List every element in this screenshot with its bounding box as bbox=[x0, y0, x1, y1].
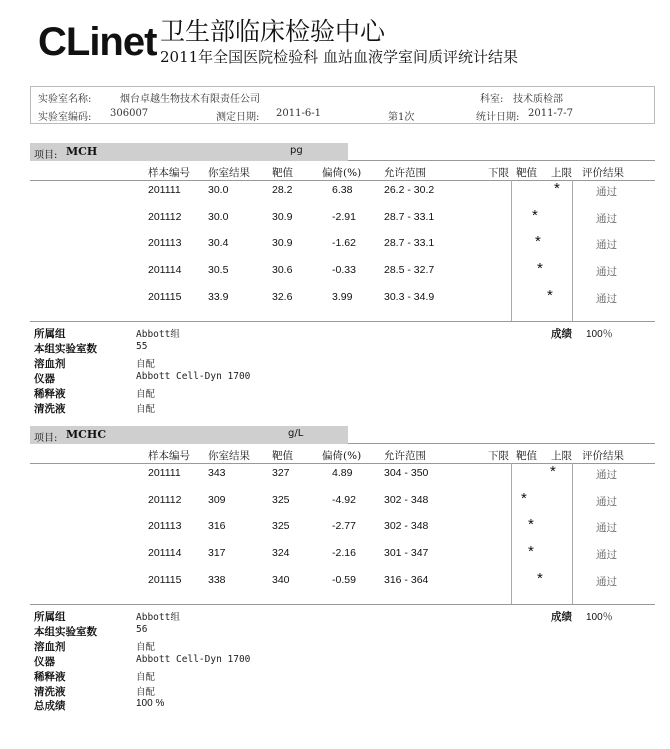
lab-result: 30.0 bbox=[208, 210, 229, 223]
bias-percent: -2.91 bbox=[332, 210, 356, 223]
bias-percent: -0.59 bbox=[332, 573, 356, 586]
target-value: 32.6 bbox=[272, 290, 293, 303]
bias-percent: -0.33 bbox=[332, 264, 356, 277]
lab-result: 343 bbox=[208, 467, 226, 479]
allowed-range: 302 - 348 bbox=[384, 493, 429, 506]
round: 第1次 bbox=[388, 112, 415, 123]
dept: 技术质检部 bbox=[513, 94, 563, 105]
item-unit: pg bbox=[290, 145, 303, 156]
upper-limit-line bbox=[572, 180, 573, 322]
col-eval: 评价结果 bbox=[582, 450, 624, 462]
footer-value: 自配 bbox=[136, 672, 156, 683]
lab-result: 30.0 bbox=[208, 184, 229, 196]
footer-label: 清洗液 bbox=[34, 403, 66, 415]
sample-id: 201114 bbox=[148, 547, 182, 560]
bias-percent: -4.92 bbox=[332, 493, 356, 506]
footer-value: 56 bbox=[136, 624, 148, 635]
lab-result: 33.9 bbox=[208, 290, 229, 303]
section-header-line bbox=[348, 443, 655, 444]
lab-result: 316 bbox=[208, 520, 226, 533]
footer-value: 自配 bbox=[136, 642, 156, 653]
item-name: MCHC bbox=[66, 428, 107, 441]
footer-label: 稀释液 bbox=[34, 388, 66, 400]
header-underline bbox=[30, 180, 655, 181]
footer-value: 55 bbox=[136, 341, 148, 352]
col-target-mark: 靶值 bbox=[516, 167, 537, 179]
eval-result: 通过 bbox=[596, 522, 617, 535]
lab-name: 烟台卓越生物技术有限责任公司 bbox=[120, 94, 260, 105]
col-result: 你室结果 bbox=[208, 167, 250, 179]
eval-result: 通过 bbox=[596, 549, 617, 562]
bias-percent: -1.62 bbox=[332, 237, 356, 250]
item-label: 项目: bbox=[34, 150, 58, 161]
section-header-line bbox=[348, 160, 655, 161]
eval-result: 通过 bbox=[596, 292, 617, 305]
eval-result: 通过 bbox=[596, 469, 617, 481]
col-lower: 下限 bbox=[488, 450, 509, 462]
allowed-range: 26.2 - 30.2 bbox=[384, 184, 435, 196]
target-value: 30.6 bbox=[272, 264, 293, 277]
col-range: 允许范围 bbox=[384, 167, 426, 179]
clinet-logo: CLinet bbox=[38, 20, 157, 64]
target-value: 325 bbox=[272, 520, 290, 533]
bias-percent: -2.77 bbox=[332, 520, 356, 533]
col-bias: 偏倚(%) bbox=[322, 450, 362, 462]
page-subtitle: 2011年全国医院检验科 血站血液学室间质评统计结果 bbox=[160, 48, 518, 66]
position-star-icon: * bbox=[547, 286, 553, 304]
score-label: 成绩 bbox=[551, 328, 572, 340]
position-star-icon: * bbox=[528, 543, 534, 561]
sample-id: 201111 bbox=[148, 184, 181, 196]
bias-percent: -2.16 bbox=[332, 547, 356, 560]
position-star-icon: * bbox=[532, 206, 538, 224]
lower-limit-line bbox=[511, 180, 512, 322]
position-star-icon: * bbox=[535, 233, 541, 251]
upper-limit-line bbox=[572, 463, 573, 605]
lower-limit-line bbox=[511, 463, 512, 605]
col-sample: 样本编号 bbox=[148, 450, 190, 462]
position-star-icon: * bbox=[537, 260, 543, 278]
score-value: 100％ bbox=[586, 612, 613, 623]
footer-label: 所属组 bbox=[34, 328, 66, 340]
bias-percent: 4.89 bbox=[332, 467, 353, 479]
allowed-range: 302 - 348 bbox=[384, 520, 429, 533]
footer-label: 稀释液 bbox=[34, 671, 66, 683]
col-sample: 样本编号 bbox=[148, 167, 190, 179]
col-bias: 偏倚(%) bbox=[322, 167, 362, 179]
sample-id: 201113 bbox=[148, 520, 182, 533]
footer-value: 自配 bbox=[136, 404, 156, 415]
footer-value: Abbott组 bbox=[136, 612, 180, 623]
stat-date-label: 统计日期: bbox=[476, 112, 520, 123]
footer-label: 本组实验室数 bbox=[34, 343, 97, 355]
lab-code: 306007 bbox=[110, 108, 149, 119]
item-label: 项目: bbox=[34, 433, 58, 444]
total-score: 100 % bbox=[136, 698, 165, 709]
stat-date: 2011-7-7 bbox=[528, 108, 573, 119]
position-star-icon: * bbox=[521, 489, 527, 507]
allowed-range: 316 - 364 bbox=[384, 573, 429, 586]
test-date: 2011-6-1 bbox=[276, 108, 321, 119]
target-value: 28.2 bbox=[272, 184, 293, 196]
rows-bottom-line bbox=[30, 321, 655, 322]
sample-id: 201115 bbox=[148, 573, 182, 586]
col-eval: 评价结果 bbox=[582, 167, 624, 179]
rows-bottom-line bbox=[30, 604, 655, 605]
footer-value: Abbott组 bbox=[136, 329, 180, 340]
lab-code-label: 实验室编码: bbox=[38, 112, 92, 123]
sample-id: 201112 bbox=[148, 210, 182, 223]
lab-result: 30.5 bbox=[208, 264, 229, 277]
target-value: 324 bbox=[272, 547, 290, 560]
score-value: 100％ bbox=[586, 329, 613, 340]
col-target-mark: 靶值 bbox=[516, 450, 537, 462]
target-value: 30.9 bbox=[272, 237, 293, 250]
lab-result: 317 bbox=[208, 547, 226, 560]
allowed-range: 304 - 350 bbox=[384, 467, 429, 479]
sample-id: 201111 bbox=[148, 467, 181, 479]
position-star-icon: * bbox=[550, 463, 556, 480]
eval-result: 通过 bbox=[596, 575, 617, 588]
col-result: 你室结果 bbox=[208, 450, 250, 462]
eval-result: 通过 bbox=[596, 186, 617, 198]
footer-label: 所属组 bbox=[34, 611, 66, 623]
footer-label: 仪器 bbox=[34, 373, 55, 385]
score-label: 成绩 bbox=[551, 611, 572, 623]
lab-name-label: 实验室名称: bbox=[38, 94, 92, 105]
allowed-range: 301 - 347 bbox=[384, 547, 429, 560]
position-star-icon: * bbox=[537, 569, 543, 587]
footer-label: 溶血剂 bbox=[34, 358, 66, 370]
bias-percent: 3.99 bbox=[332, 290, 353, 303]
header-underline bbox=[30, 463, 655, 464]
eval-result: 通过 bbox=[596, 266, 617, 279]
dept-label: 科室: bbox=[480, 94, 504, 105]
footer-value: Abbott Cell-Dyn 1700 bbox=[136, 654, 251, 665]
footer-label: 仪器 bbox=[34, 656, 55, 668]
page-title: 卫生部临床检验中心 bbox=[160, 17, 386, 46]
col-range: 允许范围 bbox=[384, 450, 426, 462]
target-value: 30.9 bbox=[272, 210, 293, 223]
sample-id: 201114 bbox=[148, 264, 182, 277]
sample-id: 201112 bbox=[148, 493, 182, 506]
footer-label: 溶血剂 bbox=[34, 641, 66, 653]
eval-result: 通过 bbox=[596, 212, 617, 225]
eval-result: 通过 bbox=[596, 495, 617, 508]
footer-label: 本组实验室数 bbox=[34, 626, 97, 638]
footer-value: 自配 bbox=[136, 389, 156, 400]
lab-result: 309 bbox=[208, 493, 226, 506]
footer-value: Abbott Cell-Dyn 1700 bbox=[136, 371, 251, 382]
lab-result: 30.4 bbox=[208, 237, 229, 250]
target-value: 327 bbox=[272, 467, 290, 479]
item-name: MCH bbox=[66, 145, 98, 158]
eval-result: 通过 bbox=[596, 239, 617, 252]
allowed-range: 30.3 - 34.9 bbox=[384, 290, 435, 303]
col-target: 靶值 bbox=[272, 167, 293, 179]
lab-result: 338 bbox=[208, 573, 226, 586]
footer-value: 自配 bbox=[136, 359, 156, 370]
test-date-label: 测定日期: bbox=[216, 112, 260, 123]
sample-id: 201115 bbox=[148, 290, 182, 303]
col-upper: 上限 bbox=[551, 167, 572, 179]
col-lower: 下限 bbox=[488, 167, 509, 179]
total-score-label: 总成绩 bbox=[34, 700, 66, 712]
sample-id: 201113 bbox=[148, 237, 182, 250]
target-value: 340 bbox=[272, 573, 290, 586]
allowed-range: 28.7 - 33.1 bbox=[384, 210, 435, 223]
allowed-range: 28.7 - 33.1 bbox=[384, 237, 435, 250]
allowed-range: 28.5 - 32.7 bbox=[384, 264, 435, 277]
footer-label: 清洗液 bbox=[34, 686, 66, 698]
footer-value: 自配 bbox=[136, 687, 156, 698]
col-upper: 上限 bbox=[551, 450, 572, 462]
item-unit: g/L bbox=[288, 428, 304, 439]
target-value: 325 bbox=[272, 493, 290, 506]
bias-percent: 6.38 bbox=[332, 184, 353, 196]
position-star-icon: * bbox=[528, 516, 534, 534]
col-target: 靶值 bbox=[272, 450, 293, 462]
position-star-icon: * bbox=[554, 180, 560, 197]
